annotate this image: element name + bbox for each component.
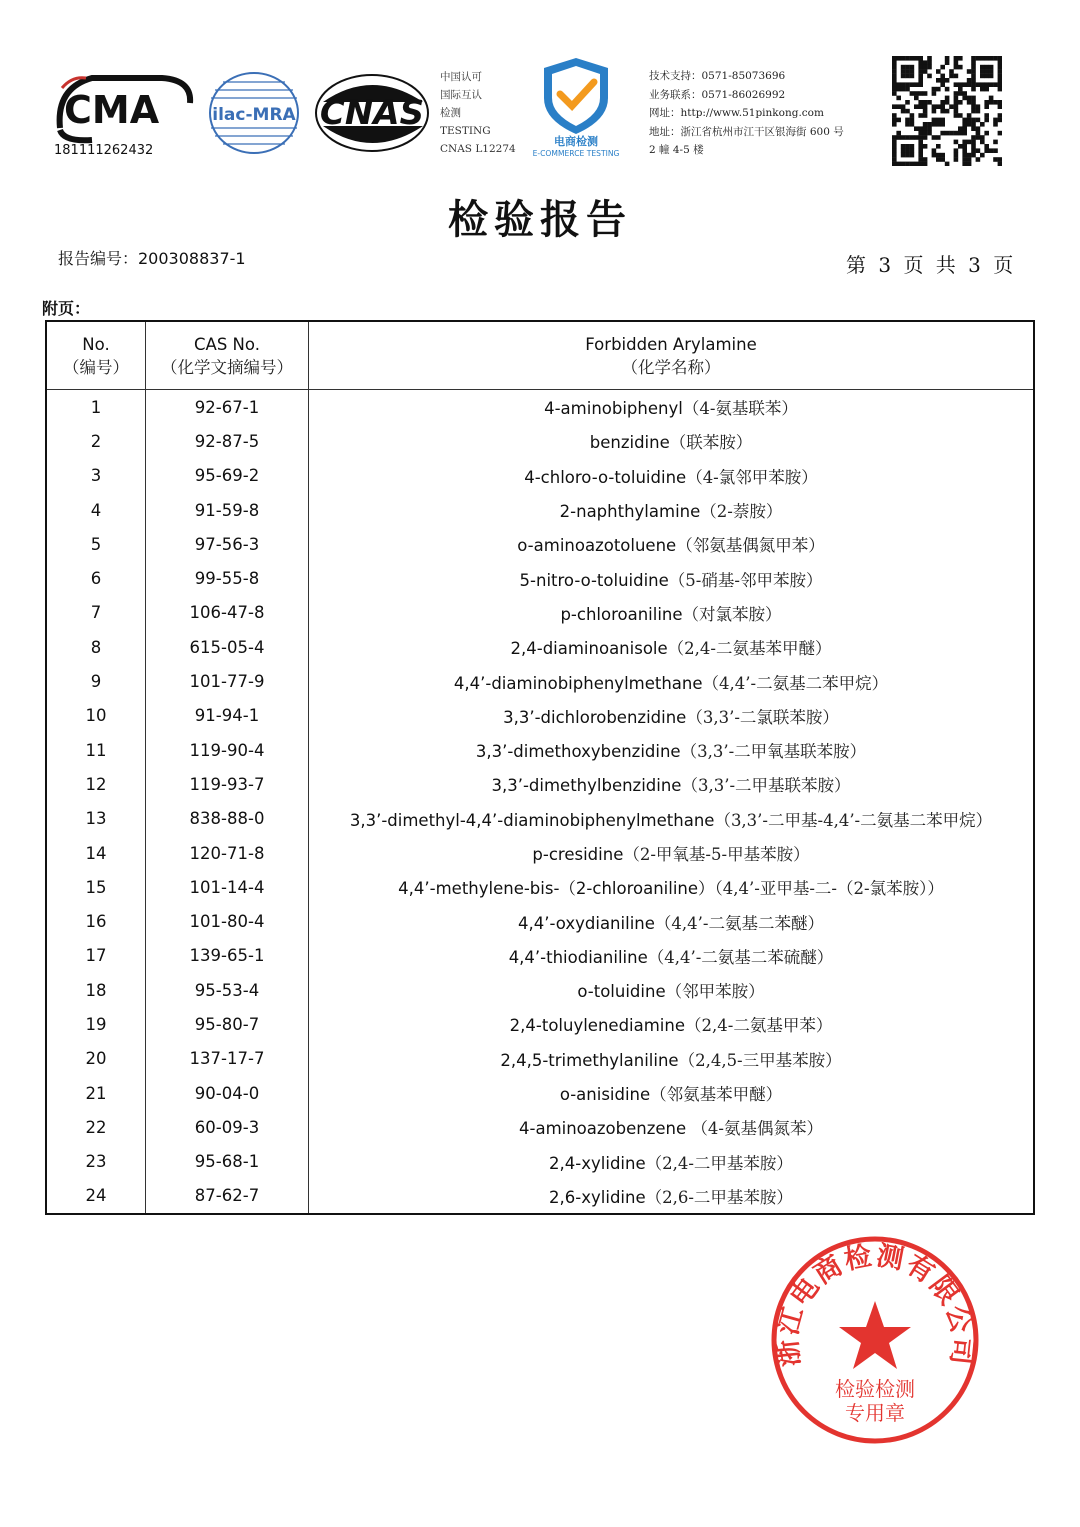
row-name	[309, 527, 1035, 561]
row-cas: 119-90-4	[146, 733, 309, 767]
cnas-logo	[313, 72, 431, 154]
row-name-en: 3,3’-dichlorobenzidine	[503, 707, 687, 727]
row-name-zh: （2-萘胺）	[700, 502, 783, 522]
row-name-en: p-chloroaniline	[560, 604, 683, 624]
row-name	[309, 1076, 1035, 1110]
row-cas: 120-71-8	[146, 836, 309, 870]
row-name-zh: （4-氨基联苯）	[682, 399, 798, 419]
row-name-zh: （2-甲氧基-5-甲基苯胺）	[623, 845, 810, 864]
table-row	[46, 733, 1034, 767]
row-cas: 91-94-1	[146, 699, 309, 733]
row-name-zh: （邻甲苯胺）	[665, 982, 765, 1002]
row-name-en: o-aminoazotoluene	[517, 536, 677, 556]
row-cas: 615-05-4	[146, 630, 309, 664]
row-name	[309, 802, 1035, 836]
row-name-en: 4-aminobiphenyl	[544, 399, 683, 419]
ecommerce-testing-logo	[528, 54, 624, 158]
row-name-zh: （邻氨基苯甲醚）	[650, 1085, 783, 1105]
row-no: 8	[46, 630, 146, 664]
row-name-en: 3,3’-dimethylbenzidine	[491, 776, 682, 796]
cnas-accreditation-text: 中国认可 国际互认 检测 TESTING CNAS L12274	[440, 71, 516, 155]
row-name	[309, 664, 1035, 698]
table-row	[46, 973, 1034, 1007]
arylamine-table	[45, 320, 1035, 1215]
table-row	[46, 630, 1034, 664]
report-title: 检验报告	[448, 196, 632, 243]
svg-text:专用章: 专用章	[845, 1401, 905, 1425]
row-name-zh: （邻氨基偶氮甲苯）	[676, 536, 825, 556]
svg-text:CMA: CMA	[64, 88, 160, 132]
row-name-en: 2,4-diaminoanisole	[510, 639, 668, 659]
table-row	[46, 527, 1034, 561]
row-no: 14	[46, 836, 146, 870]
table-row	[46, 459, 1034, 493]
row-name	[309, 390, 1035, 425]
row-name	[309, 630, 1035, 664]
table-row	[46, 1076, 1034, 1110]
row-name-en: 2,4-toluylenediamine	[509, 1016, 686, 1036]
row-name-en: 4,4’-thiodianiline	[508, 947, 648, 967]
row-name-en: o-toluidine	[577, 982, 666, 1002]
row-no: 16	[46, 904, 146, 938]
row-name-zh: （3,3’-二氯联苯胺）	[686, 707, 839, 727]
row-cas: 119-93-7	[146, 767, 309, 801]
svg-text:CNAS: CNAS	[319, 93, 425, 133]
table-row	[46, 870, 1034, 904]
svg-text:检验检测: 检验检测	[835, 1377, 915, 1401]
row-name-en: 4,4’-diaminobiphenylmethane	[453, 673, 703, 693]
row-no: 24	[46, 1179, 146, 1214]
table-row	[46, 1179, 1034, 1214]
cma-number: 181111262432	[54, 143, 154, 158]
row-name-en: 4-aminoazobenzene	[519, 1119, 687, 1139]
row-cas: 101-77-9	[146, 664, 309, 698]
tech-support-line: 技术支持：0571-85073696	[649, 70, 786, 82]
address-line: 地址：浙江省杭州市江干区银海街 600 号	[649, 125, 844, 138]
row-name-zh: （对氯苯胺）	[682, 604, 782, 624]
table-row	[46, 664, 1034, 698]
row-name-zh: （3,3’-二甲基联苯胺）	[681, 776, 851, 796]
table-row	[46, 802, 1034, 836]
row-cas: 97-56-3	[146, 527, 309, 561]
row-name	[309, 493, 1035, 527]
row-no: 6	[46, 561, 146, 595]
row-name-zh: （2,6-二甲基苯胺）	[645, 1187, 793, 1207]
row-cas: 95-68-1	[146, 1145, 309, 1179]
row-name-en: 4,4’-oxydianiline	[518, 913, 655, 933]
table-row	[46, 1110, 1034, 1144]
row-name	[309, 424, 1035, 458]
row-cas: 106-47-8	[146, 596, 309, 630]
row-name	[309, 836, 1035, 870]
appendix-label: 附页：	[42, 299, 91, 318]
row-name-zh: （2,4-二氨基甲苯）	[685, 1016, 833, 1036]
seal-arc-text: 浙江电商检测有限公司	[772, 1240, 978, 1369]
row-name-en: 3,3’-dimethyl-4,4’-diaminobiphenylmethane	[349, 810, 715, 830]
row-name-en: p-cresidine	[532, 845, 624, 864]
row-no: 17	[46, 939, 146, 973]
row-name	[309, 1042, 1035, 1076]
row-no: 1	[46, 390, 146, 425]
svg-text:ilac-MRA: ilac-MRA	[212, 105, 296, 125]
website-line: 网址：http://www.51pinkong.com	[649, 107, 824, 119]
table-row	[46, 1007, 1034, 1041]
header-cas: CAS No. （化学文摘编号）	[146, 321, 309, 390]
table-row	[46, 836, 1034, 870]
qr-code	[892, 56, 1002, 166]
company-seal	[768, 1233, 982, 1447]
row-name-en: 2-naphthylamine	[559, 502, 701, 522]
row-cas: 92-87-5	[146, 424, 309, 458]
row-no: 10	[46, 699, 146, 733]
row-name-zh: （4,4’-二氨基二苯甲烷）	[702, 673, 889, 693]
row-no: 2	[46, 424, 146, 458]
row-name-zh: （2,4-二氨基苯甲醚）	[667, 639, 832, 659]
row-no: 3	[46, 459, 146, 493]
svg-text:电商检测: 电商检测	[554, 135, 598, 148]
row-cas: 60-09-3	[146, 1110, 309, 1144]
row-no: 18	[46, 973, 146, 1007]
row-cas: 95-80-7	[146, 1007, 309, 1041]
seal-star-icon	[839, 1301, 911, 1369]
row-name-zh: （4,4’-二氨基二苯醚）	[654, 913, 824, 933]
table-row	[46, 767, 1034, 801]
row-name	[309, 904, 1035, 938]
header-name: Forbidden Arylamine （化学名称）	[309, 321, 1035, 390]
row-no: 9	[46, 664, 146, 698]
table-row	[46, 1145, 1034, 1179]
row-name	[309, 1179, 1035, 1214]
header-no: No. （编号）	[46, 321, 146, 390]
table-row	[46, 1042, 1034, 1076]
row-name-en: 4,4’-methylene-bis-（2-chloroaniline）	[398, 879, 715, 899]
row-name-en: 5-nitro-o-toluidine	[519, 570, 669, 590]
contact-info	[649, 67, 844, 160]
table-row	[46, 424, 1034, 458]
svg-text:E-COMMERCE TESTING: E-COMMERCE TESTING	[532, 149, 620, 158]
report-number: 报告编号：200308837-1	[58, 249, 246, 268]
row-name	[309, 596, 1035, 630]
row-name-zh: （2,4,5-三甲基苯胺）	[678, 1050, 842, 1070]
row-no: 22	[46, 1110, 146, 1144]
row-name-zh: （4,4’-二氨基二苯硫醚）	[647, 947, 834, 967]
row-name	[309, 1145, 1035, 1179]
row-no: 7	[46, 596, 146, 630]
row-cas: 87-62-7	[146, 1179, 309, 1214]
row-cas: 137-17-7	[146, 1042, 309, 1076]
row-name-zh: （联苯胺）	[669, 433, 753, 453]
table-row	[46, 939, 1034, 973]
table-row	[46, 390, 1034, 425]
row-name-en: 3,3’-dimethoxybenzidine	[475, 742, 681, 762]
page-indicator: 第 3 页 共 3 页	[846, 253, 1017, 277]
business-contact-line: 业务联系：0571-86026992	[649, 88, 786, 101]
table-row	[46, 561, 1034, 595]
row-cas: 838-88-0	[146, 802, 309, 836]
row-name	[309, 459, 1035, 493]
row-cas: 90-04-0	[146, 1076, 309, 1110]
row-cas: 95-53-4	[146, 973, 309, 1007]
row-name	[309, 973, 1035, 1007]
row-name-en: 2,4-xylidine	[549, 1153, 646, 1173]
row-name-en: 2,6-xylidine	[549, 1187, 646, 1207]
row-name-en: 2,4,5-trimethylaniline	[500, 1050, 679, 1070]
row-name-zh: （3,3’-二甲氧基联苯胺）	[680, 742, 867, 762]
row-no: 15	[46, 870, 146, 904]
row-name-zh: （4-氨基偶氮苯）	[686, 1119, 823, 1139]
row-no: 4	[46, 493, 146, 527]
row-name	[309, 1007, 1035, 1041]
row-no: 23	[46, 1145, 146, 1179]
row-name	[309, 870, 1035, 904]
row-no: 19	[46, 1007, 146, 1041]
row-name	[309, 1110, 1035, 1144]
row-name-zh: （4,4’-亚甲基-二-（2-氯苯胺））	[714, 879, 944, 899]
row-name	[309, 561, 1035, 595]
cma-logo	[52, 68, 194, 158]
row-cas: 101-80-4	[146, 904, 309, 938]
row-no: 5	[46, 527, 146, 561]
row-no: 11	[46, 733, 146, 767]
row-name-zh: （2,4-二甲基苯胺）	[645, 1153, 793, 1173]
row-no: 13	[46, 802, 146, 836]
row-cas: 95-69-2	[146, 459, 309, 493]
row-name-zh: （5-硝基-邻甲苯胺）	[668, 570, 823, 590]
row-cas: 139-65-1	[146, 939, 309, 973]
row-cas: 91-59-8	[146, 493, 309, 527]
row-name	[309, 767, 1035, 801]
address-line-2: 2 幢 4-5 楼	[649, 144, 704, 156]
row-no: 12	[46, 767, 146, 801]
row-name	[309, 939, 1035, 973]
row-cas: 99-55-8	[146, 561, 309, 595]
table-row	[46, 699, 1034, 733]
table-row	[46, 904, 1034, 938]
row-no: 20	[46, 1042, 146, 1076]
row-name	[309, 699, 1035, 733]
row-name-en: 4-chloro-o-toluidine	[524, 467, 687, 487]
table-row	[46, 493, 1034, 527]
row-name	[309, 733, 1035, 767]
row-cas: 92-67-1	[146, 390, 309, 425]
table-header-row	[46, 321, 1034, 390]
row-name-zh: （4-氯邻甲苯胺）	[686, 467, 818, 487]
table-row	[46, 596, 1034, 630]
row-cas: 101-14-4	[146, 870, 309, 904]
ilac-mra-logo	[205, 70, 303, 156]
row-name-en: benzidine	[589, 433, 670, 453]
row-name-en: o-anisidine	[559, 1085, 651, 1105]
row-no: 21	[46, 1076, 146, 1110]
row-name-zh: （3,3’-二甲基-4,4’-二氨基二苯甲烷）	[714, 810, 993, 830]
